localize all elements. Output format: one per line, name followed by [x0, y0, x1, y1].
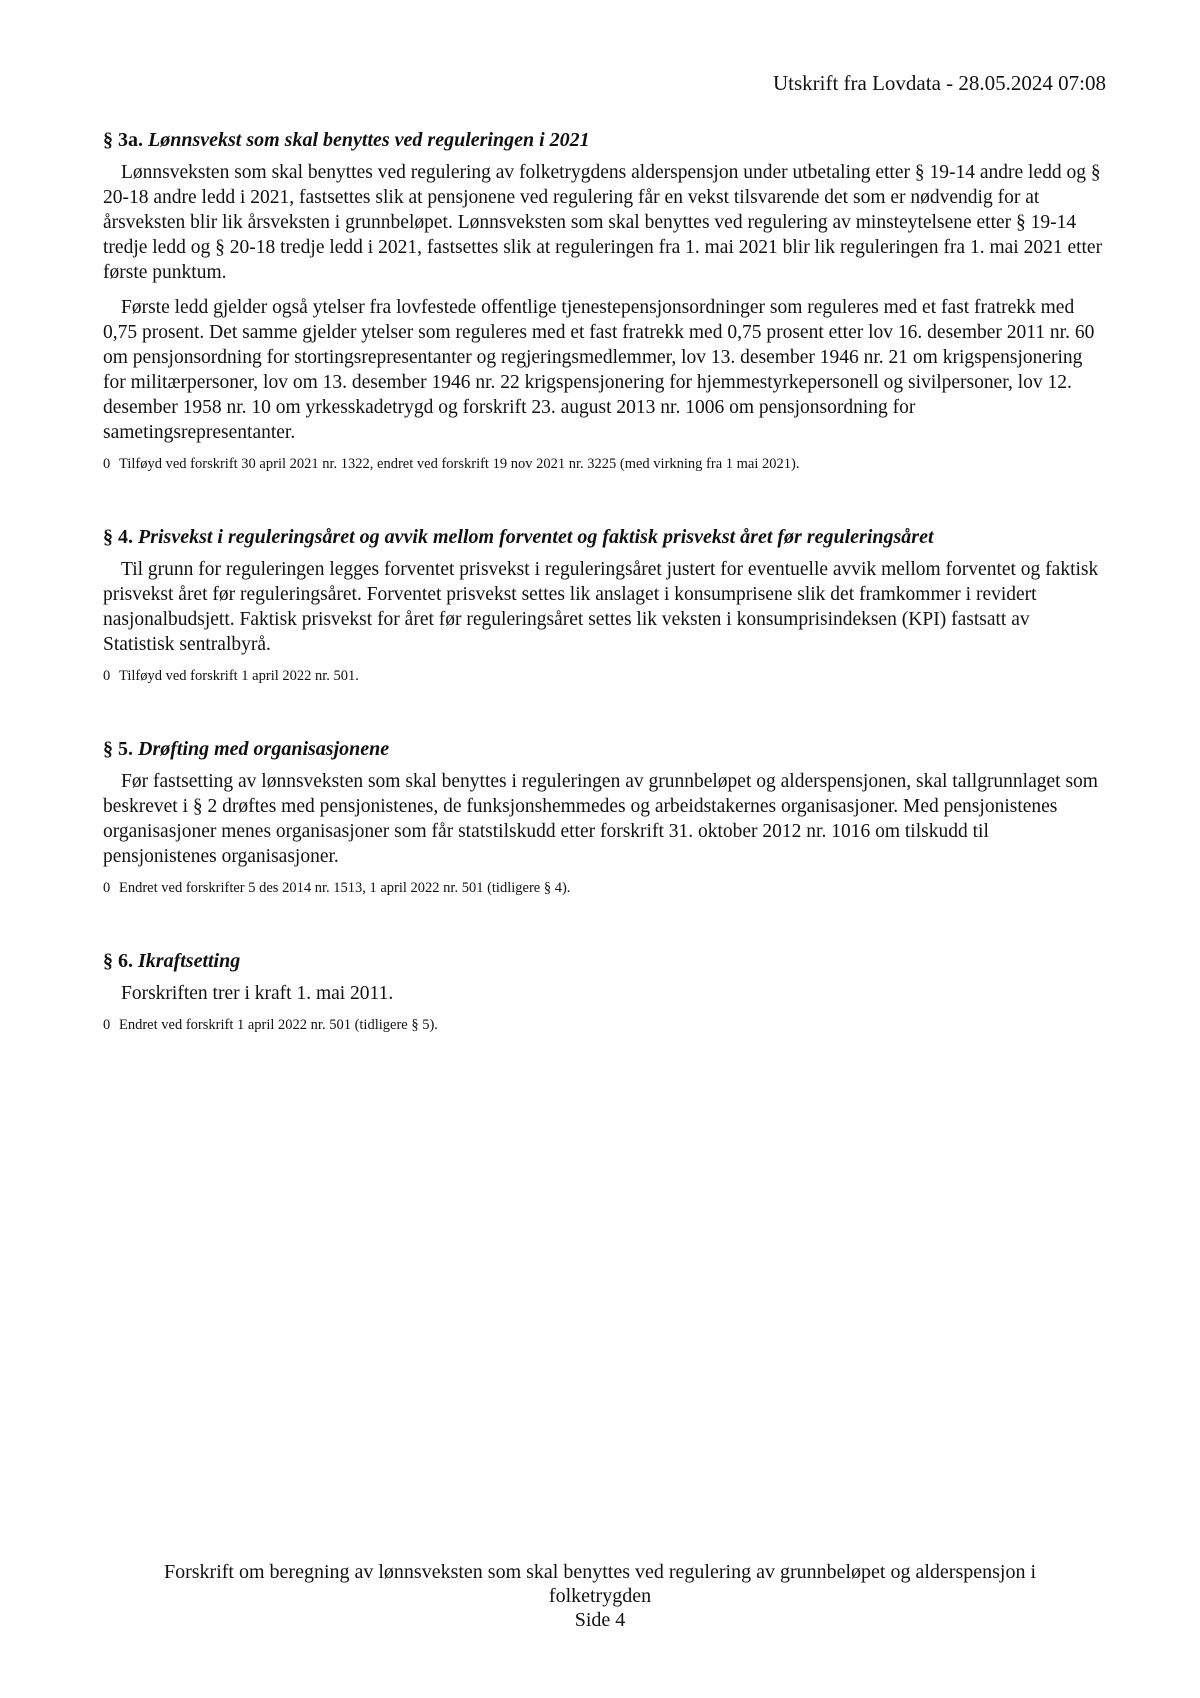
- section-number: § 3a.: [103, 129, 143, 151]
- section-6: [103, 949, 1103, 1034]
- page-footer: [100, 1560, 1100, 1632]
- paragraph: Til grunn for reguleringen legges forventet prisvekst i reguleringsåret justert for eventuelle avvik mellom forventet og faktisk prisvekst året før reguleringsåret. Forventet prisvekst settes lik anslaget i konsumprisene slik det framkommer i revidert nasjonalbudsjett. Faktisk prisvekst for året før reguleringsåret settes lik veksten i konsumprisindeksen (KPI) fastsatt av Statistisk sentralbyrå.: [103, 559, 1099, 655]
- section-4: [103, 525, 1103, 685]
- note-number: 0: [103, 668, 111, 684]
- paragraph: Første ledd gjelder også ytelser fra lovfestede offentlige tjenestepensjonsordninger som reguleres med et fast fratrekk med 0,75 prosent. Det samme gjelder ytelser som reguleres med et fast fratrekk med 0,75 prosent etter lov 16. desember 2011 nr. 60 om pensjonsordning for stortingsrepresentanter og regjeringsmedlemmer, lov 13. desember 1946 nr. 21 om krigspensjonering for militærpersoner, lov om 13. desember 1946 nr. 22 krigspensjonering for hjemmestyrkepersonell og sivilpersoner, lov 12. desember 1958 nr. 10 om yrkesskadetrygd og forskrift 23. august 2013 nr. 1006 om pensjonsordning for sametingsrepresentanter.: [103, 297, 1095, 443]
- footer-title-line: folketrygden: [548, 1585, 652, 1607]
- amendment-note: [103, 667, 1103, 685]
- section-heading: [103, 525, 1103, 550]
- document-body: [103, 128, 1103, 1034]
- footer-title-line: Forskrift om beregning av lønnsveksten som skal benyttes ved regulering av grunnbeløpet og alderspensjon i: [163, 1561, 1037, 1583]
- note-text: Endret ved forskrift 1 april 2022 nr. 501 (tidligere § 5).: [119, 1017, 438, 1033]
- amendment-note: [103, 455, 1103, 473]
- section-title: Prisvekst i reguleringsåret og avvik mellom forventet og faktisk prisvekst året før reguleringsåret: [138, 526, 934, 548]
- section-number: § 4.: [103, 526, 133, 548]
- note-number: 0: [103, 880, 111, 896]
- note-number: 0: [103, 1017, 111, 1033]
- section-5: [103, 737, 1103, 897]
- note-number: 0: [103, 456, 111, 472]
- section-3a: [103, 128, 1103, 473]
- section-heading: [103, 949, 1103, 974]
- note-text: Endret ved forskrifter 5 des 2014 nr. 1513, 1 april 2022 nr. 501 (tidligere § 4).: [119, 880, 571, 896]
- section-number: § 5.: [103, 738, 133, 760]
- paragraph: Forskriften trer i kraft 1. mai 2011.: [121, 983, 394, 1004]
- paragraph: Lønnsveksten som skal benyttes ved regulering av folketrygdens alderspensjon under utbetaling etter § 19-14 andre ledd og § 20-18 andre ledd i 2021, fastsettes slik at pensjonene ved regulering får en vekst tilsvarende det som er nødvendig for at årsveksten blir lik årsveksten i grunnbeløpet. Lønnsveksten som skal benyttes ved regulering av minsteytelsene etter § 19-14 tredje ledd og § 20-18 tredje ledd i 2021, fastsettes slik at reguleringen fra 1. mai 2021 blir lik reguleringen fra 1. mai 2021 etter første punktum.: [103, 162, 1103, 283]
- paragraph: Før fastsetting av lønnsveksten som skal benyttes i reguleringen av grunnbeløpet og alderspensjonen, skal tallgrunnlaget som beskrevet i § 2 drøftes med pensjonistenes, de funksjonshemmedes og arbeidstakernes organisasjoner. Med pensjonistenes organisasjoner menes organisasjoner som får statstilskudd etter forskrift 31. oktober 2012 nr. 1016 om tilskudd til pensjonistenes organisasjoner.: [103, 771, 1098, 867]
- section-number: § 6.: [103, 950, 133, 972]
- printout-header: Utskrift fra Lovdata - 28.05.2024 07:08: [772, 71, 1106, 95]
- section-title: Drøfting med organisasjonene: [138, 738, 390, 760]
- amendment-note: [103, 879, 1103, 897]
- section-title: Lønnsvekst som skal benyttes ved reguleringen i 2021: [148, 129, 590, 151]
- note-text: Tilføyd ved forskrift 30 april 2021 nr. 1322, endret ved forskrift 19 nov 2021 nr. 3225 (med virkning fra 1 mai 2021).: [119, 456, 800, 472]
- section-title: Ikraftsetting: [138, 950, 241, 972]
- note-text: Tilføyd ved forskrift 1 april 2022 nr. 501.: [119, 668, 359, 684]
- section-heading: [103, 737, 1103, 762]
- page-number: Side 4: [574, 1609, 626, 1631]
- section-heading: [103, 128, 1103, 153]
- amendment-note: [103, 1016, 1103, 1034]
